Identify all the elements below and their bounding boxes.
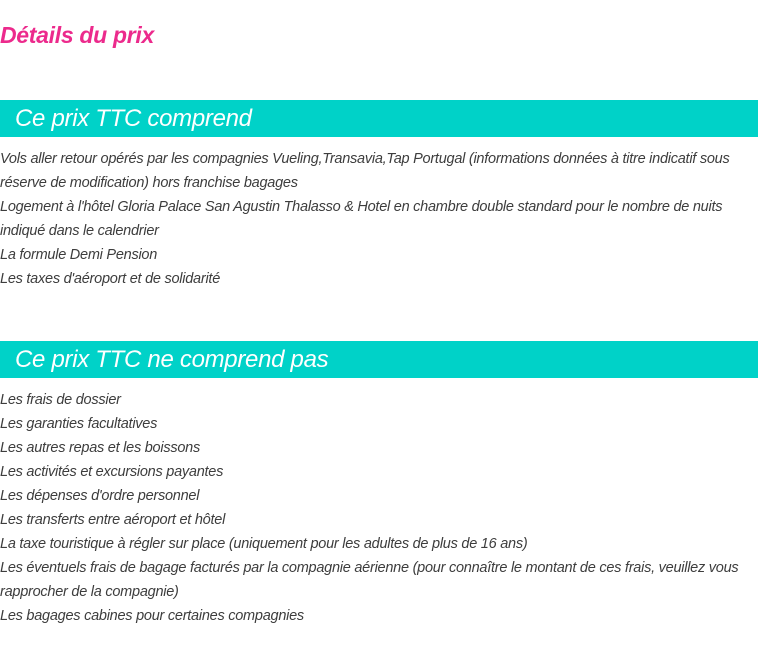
list-item: Les frais de dossier <box>0 392 121 408</box>
includes-list <box>0 147 758 291</box>
page-title: Détails du prix <box>0 22 154 48</box>
list-item: La taxe touristique à régler sur place (uniquement pour les adultes de plus de 16 ans) <box>0 536 528 552</box>
list-item: Les bagages cabines pour certaines compagnies <box>0 608 304 624</box>
excludes-section-header: Ce prix TTC ne comprend pas <box>0 341 758 378</box>
list-item: Les garanties facultatives <box>0 416 158 432</box>
includes-section-header: Ce prix TTC comprend <box>0 100 758 137</box>
list-item: Les transferts entre aéroport et hôtel <box>0 512 226 528</box>
list-item: Les éventuels frais de bagage facturés par la compagnie aérienne (pour connaître le montant de ces frais, veuillez vous rapprocher de la compagnie) <box>0 560 739 600</box>
list-item: Les activités et excursions payantes <box>0 464 224 480</box>
excludes-list <box>0 388 758 628</box>
list-item: Vols aller retour opérés par les compagnies Vueling,Transavia,Tap Portugal (informations données à titre indicatif sous réserve de modification) hors franchise bagages <box>0 151 730 191</box>
list-item: Les taxes d'aéroport et de solidarité <box>0 271 221 287</box>
list-item: Les autres repas et les boissons <box>0 440 200 456</box>
list-item: La formule Demi Pension <box>0 247 158 263</box>
list-item: Logement à l'hôtel Gloria Palace San Agustin Thalasso & Hotel en chambre double standard pour le nombre de nuits indiqué dans le calendrier <box>0 199 723 239</box>
list-item: Les dépenses d'ordre personnel <box>0 488 200 504</box>
